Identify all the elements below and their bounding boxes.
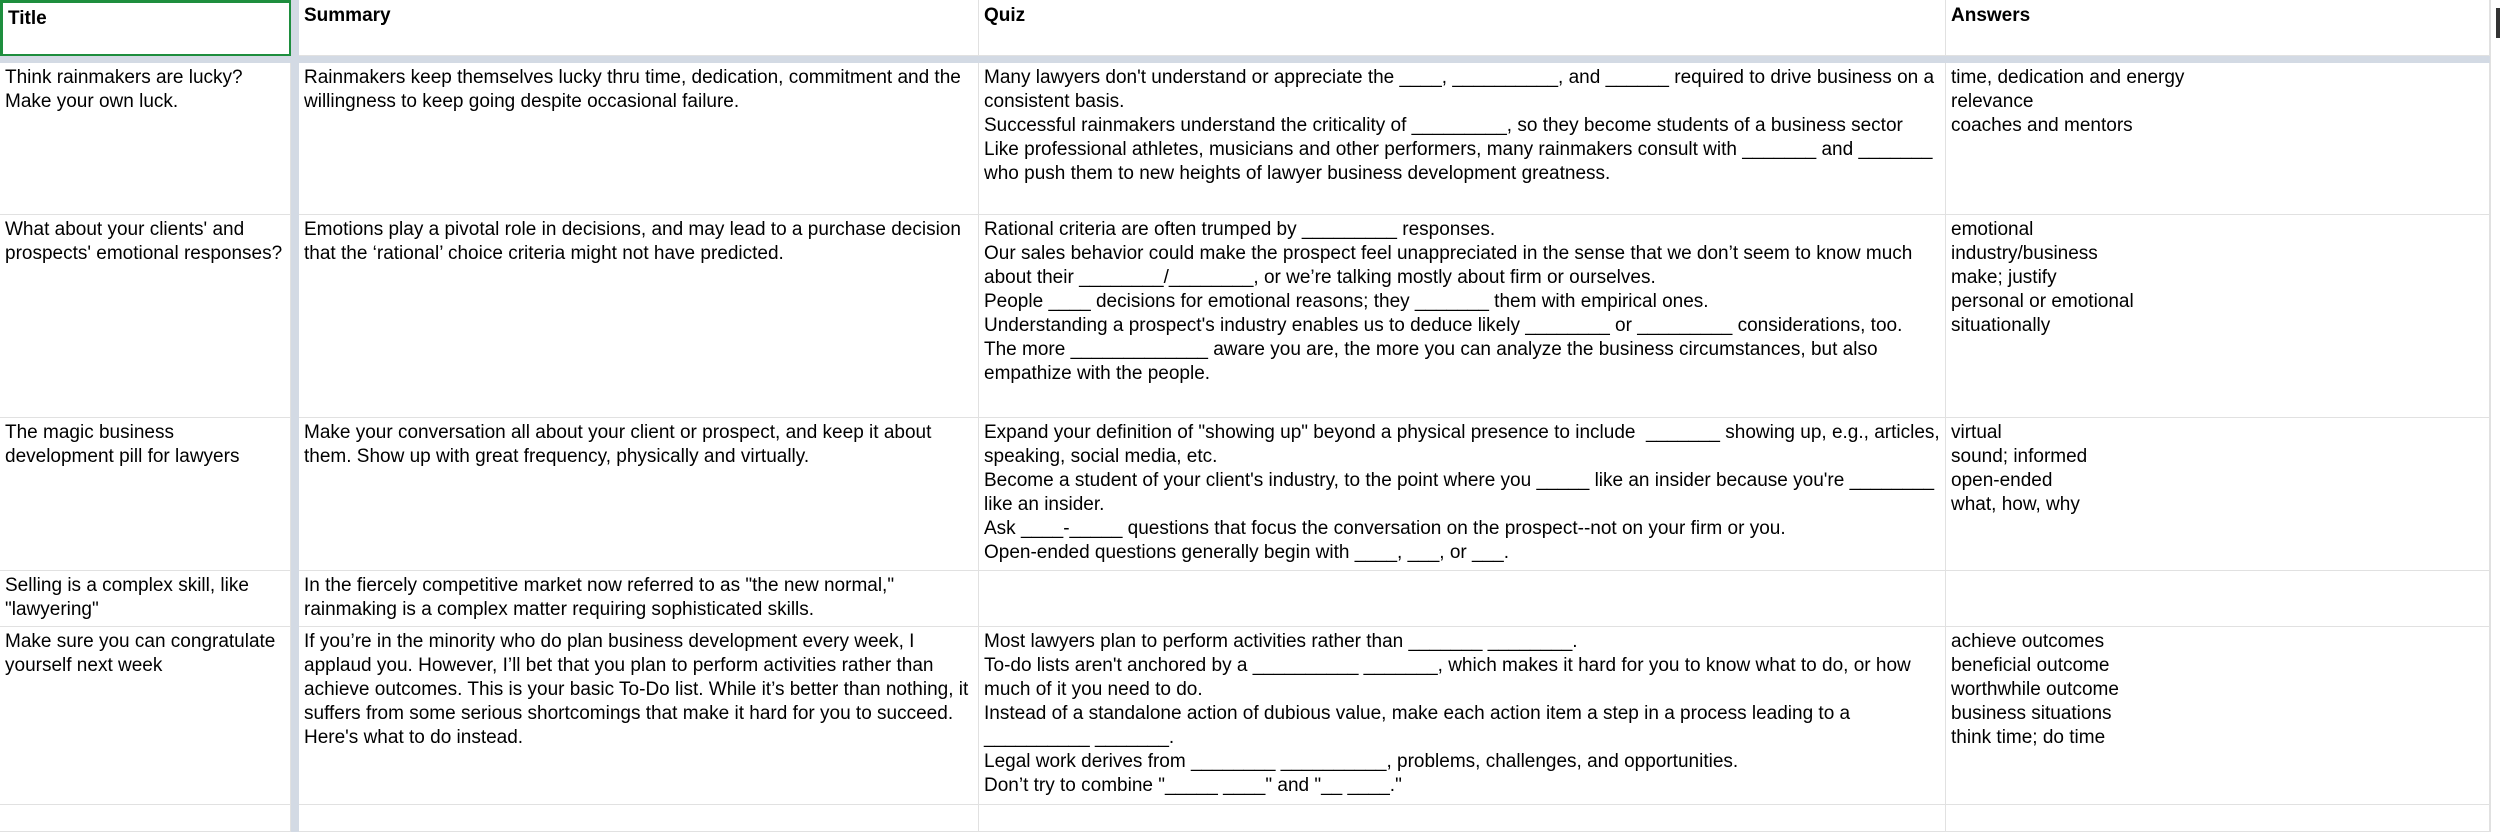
frozen-column-divider[interactable] xyxy=(291,0,299,832)
row-6-summary[interactable] xyxy=(299,805,979,832)
frozen-row-divider[interactable] xyxy=(0,56,2500,63)
row-6-title[interactable] xyxy=(0,805,291,832)
header-summary[interactable]: Summary xyxy=(299,0,979,56)
row-2-title[interactable]: What about your clients' and prospects' emotional responses? xyxy=(0,215,291,418)
row-3-answers[interactable]: virtual sound; informed open-ended what, how, why xyxy=(1946,418,2490,571)
header-answers[interactable]: Answers xyxy=(1946,0,2490,56)
row-6-answers[interactable] xyxy=(1946,805,2490,832)
row-1-quiz[interactable]: Many lawyers don't understand or appreciate the ____, __________, and ______ required to drive business on a consistent basis. Successful rainmakers understand the criticality of _________, so they become students of a business sector Like professional athletes, musicians and other performers, many rainmakers consult with _______ and _______ who push them to new heights of lawyer business development greatness. xyxy=(979,63,1946,215)
row-5-quiz[interactable]: Most lawyers plan to perform activities rather than _______ ________. To-do lists aren't anchored by a __________ _______, which makes it hard for you to know what to do, or how much of it you need to do. Instead of a standalone action of dubious value, make each action item a step in a process leading to a __________ _______. Legal work derives from ________ __________, problems, challenges, and opportunities. Don’t try to combine "_____ ____" and "__ ____." xyxy=(979,627,1946,805)
row-3-title[interactable]: The magic business development pill for lawyers xyxy=(0,418,291,571)
row-1-title[interactable]: Think rainmakers are lucky? Make your own luck. xyxy=(0,63,291,215)
row-3-summary[interactable]: Make your conversation all about your client or prospect, and keep it about them. Show up with great frequency, physically and virtually. xyxy=(299,418,979,571)
row-5-title[interactable]: Make sure you can congratulate yourself next week xyxy=(0,627,291,805)
row-5-answers[interactable]: achieve outcomes beneficial outcome worthwhile outcome business situations think time; do time xyxy=(1946,627,2490,805)
row-2-summary[interactable]: Emotions play a pivotal role in decisions, and may lead to a purchase decision that the ‘rational’ choice criteria might not have predicted. xyxy=(299,215,979,418)
header-quiz[interactable]: Quiz xyxy=(979,0,1946,56)
row-5-summary[interactable]: If you’re in the minority who do plan business development every week, I applaud you. However, I’ll bet that you plan to perform activities rather than achieve outcomes. This is your basic To-Do list. While it’s better than nothing, it suffers from some serious shortcomings that make it hard for you to succeed. Here's what to do instead. xyxy=(299,627,979,805)
row-2-quiz[interactable]: Rational criteria are often trumped by _________ responses. Our sales behavior could make the prospect feel unappreciated in the sense that we don’t seem to know much about their ________/________, or we’re talking mostly about firm or ourselves. People ____ decisions for emotional reasons; they _______ them with empirical ones. Understanding a prospect's industry enables us to deduce likely ________ or _________ considerations, too. The more _____________ aware you are, the more you can analyze the business circumstances, but also empathize with the people. xyxy=(979,215,1946,418)
row-4-summary[interactable]: In the fiercely competitive market now referred to as "the new normal," rainmaking is a complex matter requiring sophisticated skills. xyxy=(299,571,979,627)
next-column-edge[interactable] xyxy=(2490,0,2500,832)
row-2-answers[interactable]: emotional industry/business make; justify personal or emotional situationally xyxy=(1946,215,2490,418)
next-column-header-fragment xyxy=(2496,8,2500,38)
row-1-answers[interactable]: time, dedication and energy relevance coaches and mentors xyxy=(1946,63,2490,215)
row-4-quiz[interactable] xyxy=(979,571,1946,627)
row-1-summary[interactable]: Rainmakers keep themselves lucky thru time, dedication, commitment and the willingness to keep going despite occasional failure. xyxy=(299,63,979,215)
row-6-quiz[interactable] xyxy=(979,805,1946,832)
row-3-quiz[interactable]: Expand your definition of "showing up" beyond a physical presence to include _______ showing up, e.g., articles, speaking, social media, etc. Become a student of your client's industry, to the point where you _____ like an insider because you're ________ like an insider. Ask ____-_____ questions that focus the conversation on the prospect--not on your firm or you. Open-ended questions generally begin with ____, ___, or ___. xyxy=(979,418,1946,571)
row-4-title[interactable]: Selling is a complex skill, like "lawyering" xyxy=(0,571,291,627)
header-title[interactable]: Title xyxy=(0,0,292,57)
row-4-answers[interactable] xyxy=(1946,571,2490,627)
